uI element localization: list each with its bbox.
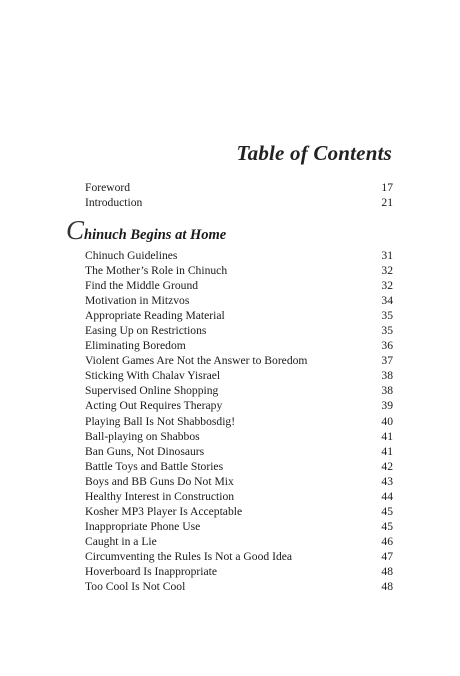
toc-entry-page-number: 45 (381, 519, 393, 533)
toc-entry-page-number: 34 (381, 294, 393, 308)
toc-entry-title: Sticking With Chalav Yisrael (85, 369, 221, 383)
toc-entry-page-number: 21 (381, 196, 393, 210)
toc-entry-title: The Mother’s Role in Chinuch (85, 264, 228, 278)
toc-entry-page-number: 43 (381, 474, 393, 488)
toc-entry-title: Violent Games Are Not the Answer to Boredom (85, 354, 308, 368)
toc-entry-page-number: 48 (381, 564, 393, 578)
toc-entry (85, 180, 393, 195)
toc-entry-title: Acting Out Requires Therapy (85, 399, 223, 413)
toc-entry-page-number: 45 (381, 504, 393, 518)
toc-entry-title: Introduction (85, 196, 143, 210)
toc-entry-page-number: 46 (381, 534, 393, 548)
toc-entry (85, 519, 393, 534)
toc-entry (85, 429, 393, 444)
toc-entry-title: Hoverboard Is Inappropriate (85, 564, 217, 578)
toc-entry (85, 195, 393, 210)
toc-entry (85, 353, 393, 368)
toc-entry-title: Chinuch Guidelines (85, 249, 178, 262)
chapter-list (85, 248, 393, 594)
front-matter-list (85, 180, 393, 210)
toc-entry-page-number: 36 (381, 339, 393, 353)
toc-entry-title: Caught in a Lie (85, 534, 157, 548)
toc-entry (85, 368, 393, 383)
toc-entry-title: Battle Toys and Battle Stories (85, 459, 224, 473)
toc-entry (85, 474, 393, 489)
toc-entry (85, 564, 393, 579)
toc-entry (85, 383, 393, 398)
section-heading-text: hinuch Begins at Home (84, 227, 227, 243)
toc-entry (85, 534, 393, 549)
toc-entry-page-number: 47 (381, 549, 393, 563)
toc-entry-title: Circumventing the Rules Is Not a Good Idea (85, 549, 293, 563)
toc-entry-title: Find the Middle Ground (85, 279, 199, 293)
toc-entry-page-number: 17 (381, 181, 393, 194)
toc-entry (85, 323, 393, 338)
toc-entry-page-number: 35 (381, 324, 393, 338)
toc-entry (85, 504, 393, 519)
toc-entry-page-number: 32 (381, 279, 393, 293)
toc-entry (85, 293, 393, 308)
toc-entry-page-number: 40 (381, 414, 393, 428)
toc-entry (85, 579, 393, 594)
toc-entry-title: Ball-playing on Shabbos (85, 429, 200, 443)
toc-entry-title: Motivation in Mitzvos (85, 294, 190, 308)
toc-entry-title: Easing Up on Restrictions (85, 324, 207, 338)
toc-entry-title: Healthy Interest in Construction (85, 489, 235, 503)
toc-entry-page-number: 38 (381, 384, 393, 398)
toc-entry-page-number: 41 (381, 444, 393, 458)
toc-entry (85, 549, 393, 564)
page-title: Table of Contents (236, 141, 392, 166)
toc-entry-title: Inappropriate Phone Use (85, 519, 201, 533)
toc-entry (85, 338, 393, 353)
toc-entry-title: Supervised Online Shopping (85, 384, 219, 398)
toc-entry-page-number: 39 (381, 399, 393, 413)
toc-entry (85, 444, 393, 459)
toc-entry-title: Boys and BB Guns Do Not Mix (85, 474, 234, 488)
toc-entry (85, 398, 393, 413)
toc-entry-page-number: 48 (381, 580, 393, 594)
toc-entry (85, 308, 393, 323)
toc-entry-title: Foreword (85, 181, 131, 194)
toc-entry (85, 248, 393, 263)
toc-entry (85, 459, 393, 474)
toc-entry-title: Ban Guns, Not Dinosaurs (85, 444, 205, 458)
toc-entry-page-number: 35 (381, 309, 393, 323)
toc-entry-title: Playing Ball Is Not Shabbosdig! (85, 414, 236, 428)
toc-entry (85, 278, 393, 293)
section-heading-dropcap: C (66, 215, 85, 245)
toc-entry-page-number: 37 (381, 354, 393, 368)
toc-entry (85, 414, 393, 429)
toc-entry-page-number: 42 (381, 459, 393, 473)
toc-entry-title: Eliminating Boredom (85, 339, 186, 353)
toc-entry-title: Too Cool Is Not Cool (85, 580, 186, 594)
toc-entry (85, 489, 393, 504)
toc-entry-page-number: 31 (381, 249, 393, 262)
section-heading (66, 217, 226, 244)
toc-entry-title: Appropriate Reading Material (85, 309, 225, 323)
toc-entry (85, 263, 393, 278)
toc-entry-page-number: 44 (381, 489, 393, 503)
toc-entry-page-number: 38 (381, 369, 393, 383)
toc-entry-page-number: 32 (381, 264, 393, 278)
toc-entry-title: Kosher MP3 Player Is Acceptable (85, 504, 243, 518)
toc-entry-page-number: 41 (381, 429, 393, 443)
